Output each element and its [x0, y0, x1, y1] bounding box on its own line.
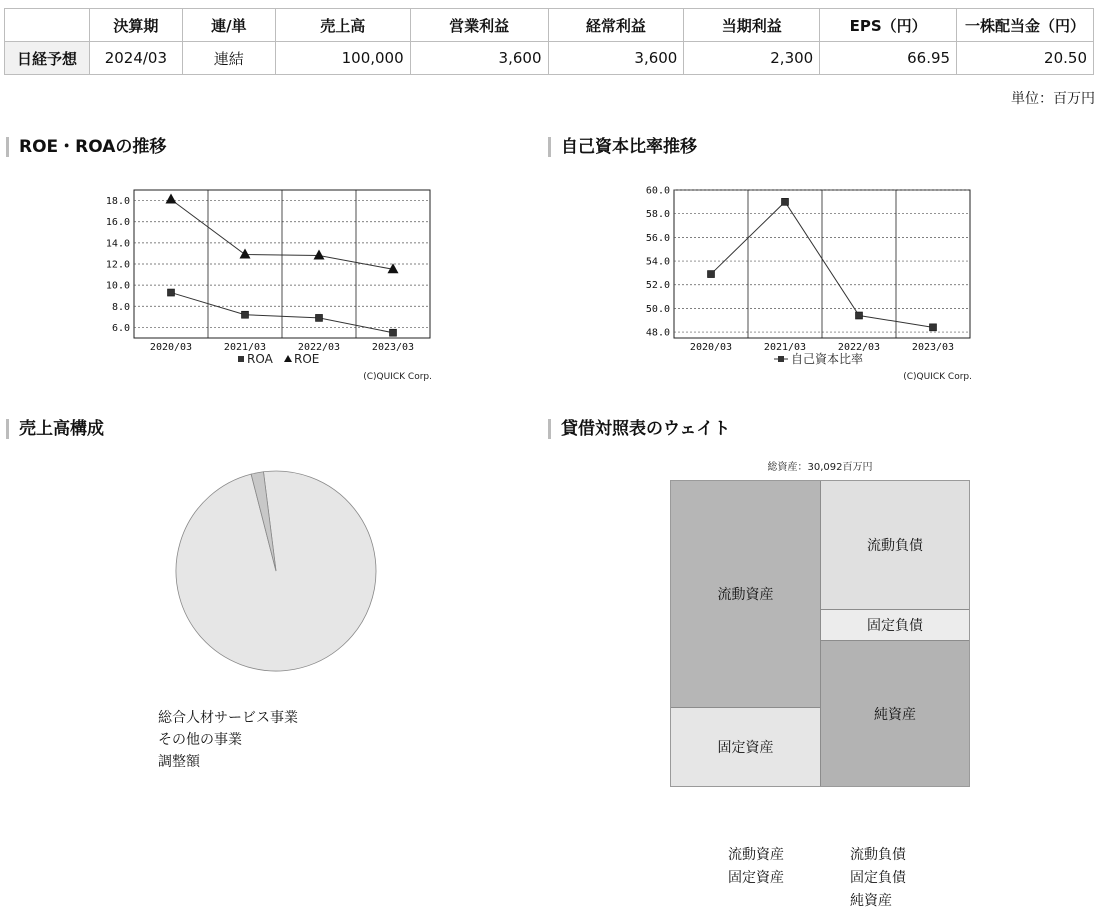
equity-ratio-heading: 自己資本比率推移 — [548, 137, 697, 157]
row-label: 日経予想 — [5, 42, 90, 75]
forecast-header-row — [5, 9, 1094, 42]
legend-label: ROE — [294, 352, 320, 366]
y-tick-label: 6.0 — [111, 322, 130, 334]
x-tick-label: 2023/03 — [371, 342, 415, 353]
sales-composition-heading: 売上高構成 — [6, 419, 104, 439]
x-tick-label: 2022/03 — [297, 342, 341, 353]
legend-marker — [778, 356, 784, 362]
pie-legend-item: 総合人材サービス事業 — [158, 710, 298, 726]
header-cell: EPS（円） — [820, 9, 957, 42]
y-tick-label: 12.0 — [105, 259, 130, 271]
bs-legend-item: 純資産 — [850, 893, 892, 909]
copyright-label: (C)QUICK Corp. — [903, 372, 972, 382]
y-tick-label: 16.0 — [105, 217, 130, 229]
forecast-table — [4, 8, 1094, 75]
pie-legend-item: その他の事業 — [158, 732, 242, 748]
data-point — [782, 198, 789, 205]
data-point — [708, 271, 715, 278]
bs-legend-item: 流動資産 — [728, 847, 784, 863]
y-tick-label: 50.0 — [645, 303, 670, 315]
header-cell: 決算期 — [89, 9, 182, 42]
bs-block: 流動資産 — [671, 481, 820, 707]
eps-cell: 66.95 — [820, 42, 957, 75]
total-assets-label: 総資産：30,092百万円 — [767, 462, 873, 473]
x-tick-label: 2021/03 — [763, 342, 807, 353]
pie-legend — [158, 707, 298, 773]
y-tick-label: 56.0 — [645, 232, 670, 244]
y-tick-label: 60.0 — [645, 185, 670, 197]
equity-ratio-chart — [630, 180, 1000, 390]
data-point — [390, 329, 397, 336]
header-cell — [5, 9, 90, 42]
legend-marker — [284, 355, 292, 362]
operating-profit-cell: 3,600 — [410, 42, 548, 75]
bs-block: 流動負債 — [820, 481, 969, 609]
net-profit-cell: 2,300 — [684, 42, 820, 75]
legend-label: ROA — [247, 352, 273, 366]
y-tick-label: 54.0 — [645, 256, 670, 268]
bs-block: 純資産 — [820, 640, 969, 786]
pie-legend-item: 調整額 — [158, 754, 200, 770]
y-tick-label: 18.0 — [105, 196, 130, 208]
roe-roa-heading: ROE・ROAの推移 — [6, 137, 166, 157]
sales-cell: 100,000 — [275, 42, 410, 75]
sales-composition-pie — [170, 465, 382, 677]
header-cell: 一株配当金（円） — [957, 9, 1094, 42]
dividend-cell: 20.50 — [957, 42, 1094, 75]
unit-label: 単位：百万円 — [1011, 91, 1095, 107]
bs-block: 固定資産 — [671, 707, 820, 786]
y-tick-label: 10.0 — [105, 280, 130, 292]
data-point — [168, 289, 175, 296]
y-tick-label: 52.0 — [645, 280, 670, 292]
x-tick-label: 2020/03 — [689, 342, 733, 353]
header-cell: 連/単 — [182, 9, 275, 42]
y-tick-label: 8.0 — [111, 301, 130, 313]
balance-sheet-chart — [670, 480, 970, 787]
data-point — [242, 311, 249, 318]
x-tick-label: 2023/03 — [911, 342, 955, 353]
period-cell: 2024/03 — [89, 42, 182, 75]
bs-legend-liabilities — [850, 844, 906, 913]
copyright-label: (C)QUICK Corp. — [363, 372, 432, 382]
legend-label: 自己資本比率 — [791, 352, 864, 366]
y-tick-label: 14.0 — [105, 238, 130, 250]
bs-legend-assets — [728, 844, 784, 890]
bs-legend-item: 流動負債 — [850, 847, 906, 863]
bs-block: 固定負債 — [820, 609, 969, 640]
y-tick-label: 48.0 — [645, 327, 670, 339]
x-tick-label: 2021/03 — [223, 342, 267, 353]
header-cell: 当期利益 — [684, 9, 820, 42]
header-cell: 営業利益 — [410, 9, 548, 42]
ordinary-profit-cell: 3,600 — [548, 42, 684, 75]
forecast-row — [5, 42, 1094, 75]
header-cell: 売上高 — [275, 9, 410, 42]
roe-roa-chart — [90, 180, 460, 390]
y-tick-label: 58.0 — [645, 209, 670, 221]
consolidation-cell: 連結 — [182, 42, 275, 75]
x-tick-label: 2022/03 — [837, 342, 881, 353]
data-point — [856, 312, 863, 319]
legend-marker — [238, 356, 244, 362]
balance-sheet-heading: 貸借対照表のウェイト — [548, 419, 730, 439]
bs-legend-item: 固定資産 — [728, 870, 784, 886]
x-tick-label: 2020/03 — [149, 342, 193, 353]
bs-legend-item: 固定負債 — [850, 870, 906, 886]
data-point — [316, 314, 323, 321]
data-point — [930, 324, 937, 331]
header-cell: 経常利益 — [548, 9, 684, 42]
